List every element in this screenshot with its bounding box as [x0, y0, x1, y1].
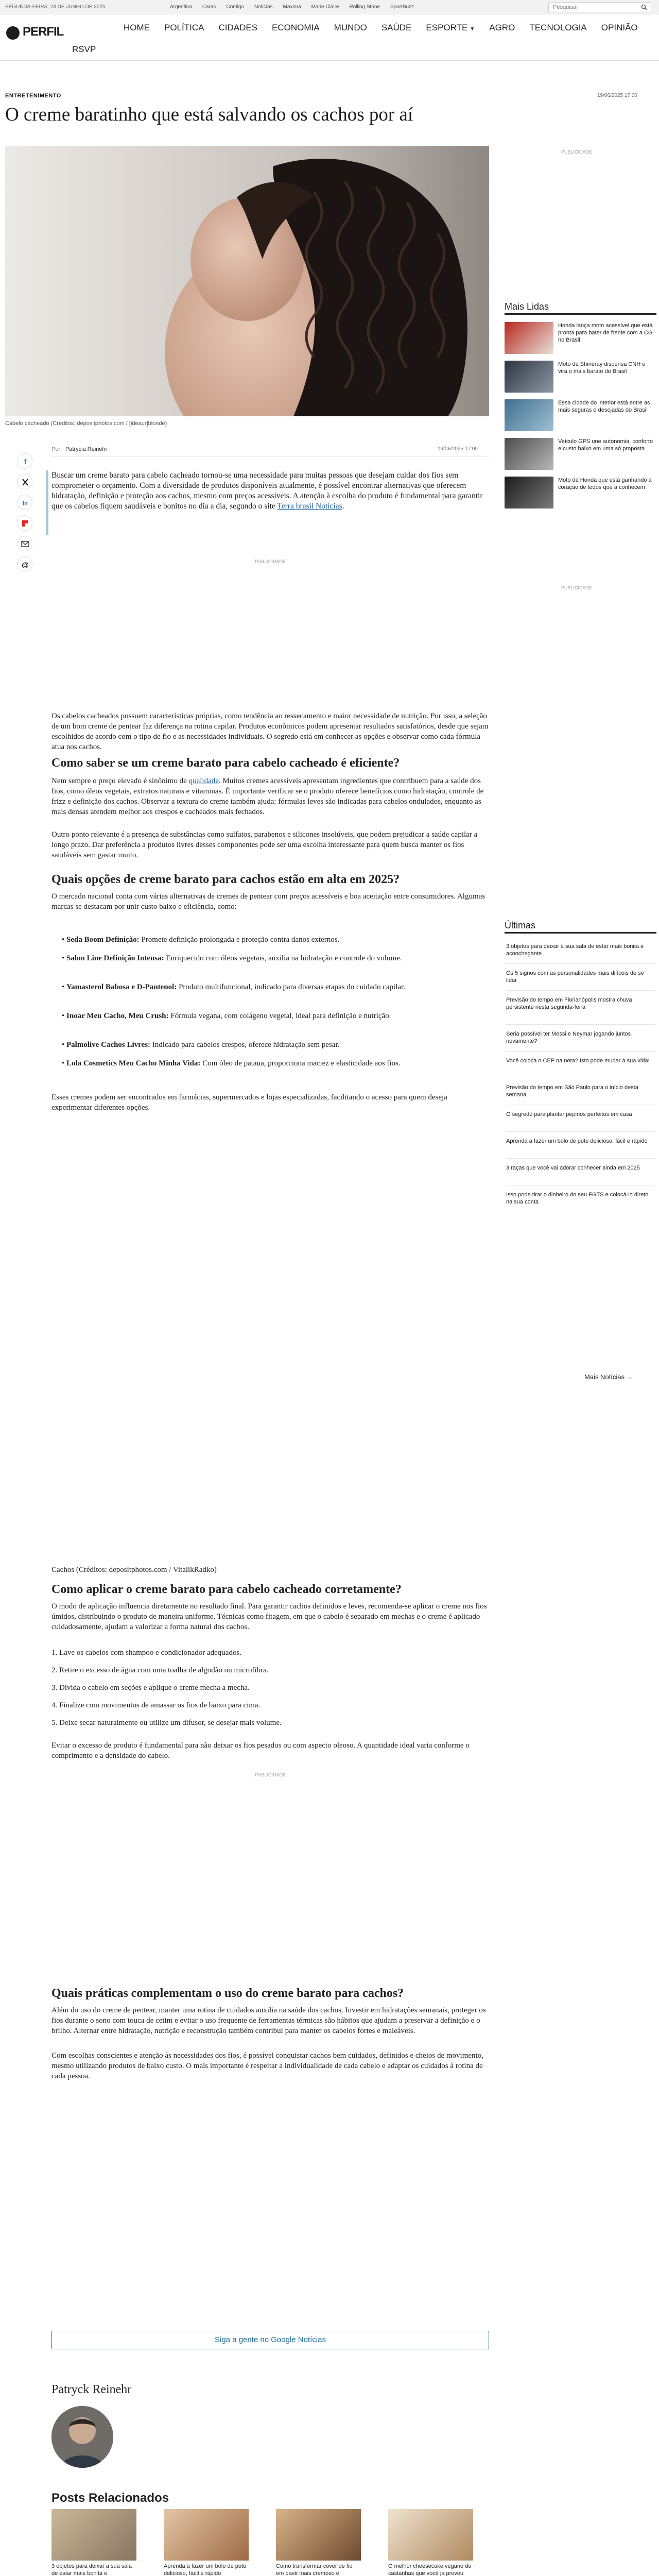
share-x-button[interactable]	[17, 474, 32, 489]
x-icon	[18, 474, 33, 490]
most-read-title: Essa cidade do interior está entre as mais seguras e desejadas do Brasil	[558, 400, 650, 413]
most-read-item[interactable]	[505, 477, 656, 514]
latest-news-item[interactable]: Previsão do tempo em Florianópolis mostra chuva persistente nesta segunda-feira	[506, 997, 632, 1010]
mais-lidas-title: Mais Lidas	[505, 301, 549, 312]
hero-photo-curly-hair	[5, 146, 489, 416]
product-name: Inoar Meu Cacho, Meu Crush:	[66, 1012, 169, 1020]
most-read-item[interactable]	[505, 438, 656, 475]
top-link-contigo[interactable]: Contigo	[226, 4, 244, 10]
step-item: 5. Deixe secar naturalmente ou utilize um difusor, se desejar mais volume.	[51, 1719, 282, 1727]
divider	[506, 1051, 655, 1052]
author-link[interactable]: Patrycia Reinehr	[65, 446, 108, 452]
most-read-item[interactable]	[505, 361, 656, 398]
top-link-rolling-stone[interactable]: Rolling Stone	[349, 4, 380, 10]
quality-link[interactable]: qualidade	[188, 777, 219, 785]
product-name: Salon Line Definição Intensa:	[66, 954, 164, 962]
nav-esporte-label: ESPORTE	[426, 23, 468, 32]
current-date: SEGUNDA-FEIRA, 23 DE JUNHO DE 2025	[5, 4, 106, 10]
body-paragraph: Além do uso do creme de pentear, manter uma rotina de cuidados auxilia na saúde dos cachos. Investir em hidratações semanais, proteger os fios durante o sono com touca de cetim e evitar o uso frequente de ferramentas térmicas são hábitos que ajudam a preservar a definição e o brilho. Alternar entre hidratação, nutrição e reconstrução também contribui para manter os cabelos fortes e maleáveis.	[51, 2006, 486, 2035]
nav-home[interactable]: HOME	[124, 23, 150, 32]
list-item: • Salon Line Definição Intensa: Enriquecido com óleos vegetais, auxilia na hidratação e controle do volume.	[62, 954, 402, 962]
related-post[interactable]	[164, 2509, 249, 2576]
body-paragraph	[51, 776, 489, 817]
ad-label: PUBLICIDADE	[561, 585, 593, 590]
related-post-image	[164, 2509, 249, 2561]
body-paragraph: O mercado nacional conta com várias alternativas de cremes de pentear com preços acessíveis e boa aceitação entre consumidores. Algumas marcas se destacam por unir custo baixo e eficiência, como:	[51, 892, 485, 911]
related-post-title: O melhor cheesecake vegano de castanhas que você já provou	[388, 2563, 472, 2576]
chevron-down-icon: ▼	[470, 26, 475, 32]
product-desc: Promete definição prolongada e proteção contra danos externos.	[139, 936, 340, 944]
body-paragraph: Com escolhas conscientes e atenção às necessidades dos fios, é possível conquistar cachos bem cuidados, definidos e cheios de movimento, mesmo utilizando produtos de baixo custo. O mais importante é respeitar a individualidade de cada cabelo e adaptar os cuidados à rotina de cada pessoa.	[51, 2052, 483, 2080]
latest-news-item[interactable]: 3 objetos para deixar a sua sala de estar mais bonita e aconchegante	[506, 943, 644, 957]
divider	[506, 1158, 655, 1159]
latest-news-item[interactable]: Os 5 signos com as personalidades mais difíceis de se lidar	[506, 970, 644, 984]
list-item: • Yamasterol Babosa e D-Pantenol: Produto multifuncional, indicado para diversas etapas do cuidado capilar.	[62, 983, 405, 991]
divider	[506, 963, 655, 964]
svg-text:in: in	[23, 501, 28, 507]
body-paragraph: Outro ponto relevante é a presença de substâncias como sulfatos, parabenos e silicones insolúveis, que podem prejudicar a saúde capilar a longo prazo. Dar preferência a produtos livres desses componentes pode ser uma escolha interessante para quem busca manter os fios saudáveis sem gastar muito.	[51, 831, 478, 859]
facebook-icon	[18, 454, 33, 469]
section-heading: Como aplicar o creme barato para cabelo cacheado corretamente?	[51, 1583, 402, 1596]
section-label[interactable]: ENTRETENIMENTO	[5, 93, 61, 99]
most-read-thumbnail	[505, 399, 553, 431]
nav-rsvp[interactable]: RSVP	[72, 44, 96, 54]
most-read-thumbnail	[505, 361, 553, 393]
body-paragraph: Os cabelos cacheados possuem características próprias, como tendência ao ressecamento e maior necessidade de nutrição. Por isso, a seleção de um bom creme de pentear faz diferença na rotina capilar. Produtos econômicos podem apresentar resultados satisfatórios, desde que sejam escolhidos de acordo com o tipo de fio e as necessidades individuais. O segredo está em conhecer as opções e observar como cada fórmula atua nos cachos.	[51, 712, 489, 751]
source-link[interactable]: Terra brasil Notícias	[277, 502, 342, 511]
latest-news-item[interactable]: 3 raças que você vai adorar conhecer ainda em 2025	[506, 1165, 640, 1171]
logo-mark-icon	[6, 26, 20, 40]
nav-opiniao[interactable]: OPINIÃO	[601, 23, 638, 32]
product-desc: Fórmula vegana, com colágeno vegetal, ideal para definição e nutrição.	[168, 1012, 391, 1020]
lead-text: Buscar um creme barato para cabelo cacheado tornou-se uma necessidade para muitas pessoas que desejam cuidar dos fios sem comprometer o orçamento. Com a diversidade de produtos disponíveis atualmente, é possível encontrar alternativas que oferecem hidratação, definição e proteção aos cachos, mesmo com preços acessíveis. A atenção à escolha do produto é fundamental para garantir que os cabelos fiquem saudáveis e bonitos no dia a dia, segundo o site	[51, 471, 483, 511]
flipboard-icon	[18, 516, 33, 531]
related-post[interactable]	[276, 2509, 361, 2576]
share-flipboard-button[interactable]	[17, 515, 32, 531]
top-link-sportbuzz[interactable]: SportBuzz	[390, 4, 414, 10]
search-input[interactable]	[548, 2, 651, 12]
publish-date-top: 19/06/2025 17:00	[597, 93, 637, 98]
publish-date: 19/06/2025 17:00	[438, 446, 478, 452]
paragraph-text: . Muitos cremes acessíveis apresentam ingredientes que contribuem para a saúde dos fios, como óleos vegetais, extratos naturais e vitaminas. É importante verificar se o produto oferece benefícios como hidratação, controle de frizz e definição dos cachos. Observar a textura do creme também ajuda: fórmulas leves são indicadas para cabelos ondulados, enquanto as mais densas atendem melhor aos crespos e cacheados mais fechados.	[51, 777, 484, 816]
related-post[interactable]	[388, 2509, 473, 2576]
nav-mundo[interactable]: MUNDO	[334, 23, 367, 32]
top-link-maxima[interactable]: Maxima	[283, 4, 301, 10]
hero-image	[5, 146, 489, 416]
nav-politica[interactable]: POLÍTICA	[164, 23, 204, 32]
share-facebook-button[interactable]	[17, 453, 32, 469]
most-read-item[interactable]	[505, 399, 656, 436]
share-threads-button[interactable]	[17, 556, 32, 572]
nav-economia[interactable]: ECONOMIA	[272, 23, 320, 32]
logo-text: PERFIL	[23, 25, 64, 39]
author-box-name[interactable]: Patryck Reinehr	[51, 2383, 132, 2396]
latest-news-item[interactable]: Você coloca o CEP na nota? Isto pode mudar a sua vida!	[506, 1058, 650, 1064]
most-read-thumbnail	[505, 477, 553, 509]
body-paragraph: Evitar o excesso de produto é fundamental para não deixar os fios pesados ou com aspecto oleoso. A quantidade ideal varia conforme o comprimento e a densidade do cabelo.	[51, 1741, 470, 1760]
body-paragraph: Esses cremes podem ser encontrados em farmácias, supermercados e lojas especializadas, facilitando o acesso para quem deseja experimentar diferentes opções.	[51, 1093, 447, 1112]
section-heading: Quais opções de creme barato para cachos estão em alta em 2025?	[51, 873, 400, 886]
most-read-title: Moto da Honda que está ganhando a coração de todos que a conhecem	[558, 477, 652, 490]
latest-news-item[interactable]: Seria possível ter Messi e Neymar jogando juntos novamente?	[506, 1031, 631, 1044]
latest-news-item[interactable]: Isso pode tirar o dinheiro do seu FGTS e colocá-lo direto na sua conta	[506, 1192, 649, 1205]
linkedin-icon	[18, 495, 33, 511]
search-icon[interactable]	[641, 4, 647, 10]
related-post-title: 3 objetos para deixar a sua sala de estar mais bonita e	[51, 2563, 132, 2576]
most-read-title: Moto da Shineray dispensa CNH e vira o mais barato do Brasil	[558, 361, 646, 375]
mais-noticias-link[interactable]	[584, 1373, 633, 1381]
share-linkedin-button[interactable]	[17, 495, 32, 510]
top-link-noticias[interactable]: Noticias	[254, 4, 273, 10]
email-icon	[18, 536, 33, 552]
svg-text:f: f	[24, 457, 27, 466]
related-posts-title: Posts Relacionados	[51, 2491, 169, 2505]
lead-accent-bar	[46, 470, 48, 535]
list-item: • Inoar Meu Cacho, Meu Crush: Fórmula vegana, com colágeno vegetal, ideal para definição e nutrição.	[62, 1012, 391, 1020]
product-desc: Com óleo de pataua, proporciona maciez e elasticidade aos fios.	[200, 1059, 401, 1067]
product-name: Yamasterol Babosa e D-Pantenol:	[66, 983, 177, 991]
product-name: Lola Cosmetics Meu Cacho Minha Vida:	[66, 1059, 201, 1067]
list-item: • Lola Cosmetics Meu Cacho Minha Vida: Com óleo de pataua, proporciona maciez e elasticidade aos fios.	[62, 1059, 401, 1067]
mais-noticias-label: Mais Notícias	[584, 1373, 625, 1381]
nav-saude[interactable]: SAÚDE	[381, 23, 412, 32]
most-read-item[interactable]	[505, 322, 656, 359]
top-bar	[0, 0, 659, 14]
related-post-image	[388, 2509, 473, 2561]
section-heading: Quais práticas complementam o uso do creme barato para cachos?	[51, 1987, 404, 2000]
image-caption: Cachos (Créditos: depositphotos.com / VitalikRadko)	[51, 1566, 217, 1574]
ad-label: PUBLICIDADE	[254, 1772, 286, 1777]
top-link-argentina[interactable]: Argentina	[170, 4, 192, 10]
arrow-right-icon: →	[626, 1373, 633, 1381]
paragraph-text: Nem sempre o preço elevado é sinônimo de	[51, 777, 187, 785]
top-link-marie-claire[interactable]: Marie Claire	[311, 4, 339, 10]
section-divider	[505, 932, 656, 934]
latest-news-item[interactable]: Aprenda a fazer um bolo de pote delicioso, fácil e rápido	[506, 1138, 648, 1144]
product-name: Palmolive Cachos Livres:	[66, 1041, 151, 1049]
latest-news-item[interactable]: Previsão do tempo em São Paulo para o início desta semana	[506, 1084, 638, 1098]
top-links	[170, 4, 414, 10]
top-link-caras[interactable]: Caras	[202, 4, 216, 10]
step-item: 1. Lave os cabelos com shampoo e condicionador adequados.	[51, 1649, 242, 1657]
follow-google-news-button[interactable]: Siga a gente no Google Notícias	[51, 2331, 489, 2349]
body-paragraph: O modo de aplicação influencia diretamente no resultado final. Para garantir cachos definidos e leves, recomenda-se aplicar o creme nos fios úmidos, distribuindo o produto de maneira uniforme. Técnicas como fitagem, em que o cabelo é separado em mechas e o creme é aplicado cuidadosamente, ajudam a valorizar a forma natural dos cachos.	[51, 1602, 487, 1631]
author-avatar[interactable]	[51, 2406, 113, 2468]
share-email-button[interactable]	[17, 536, 32, 551]
product-desc: Indicado para cabelos crespos, oferece hidratação sem pesar.	[150, 1041, 340, 1049]
most-read-thumbnail	[505, 322, 553, 354]
product-name: Seda Boom Definição:	[66, 936, 140, 944]
ultimas-title: Últimas	[505, 920, 536, 930]
divider	[506, 990, 655, 991]
svg-text:@: @	[22, 561, 29, 569]
nav-tecnologia[interactable]: TECNOLOGIA	[529, 23, 587, 32]
related-post[interactable]	[51, 2509, 136, 2576]
related-post-image	[276, 2509, 361, 2561]
related-post-image	[51, 2509, 136, 2561]
product-desc: Enriquecido com óleos vegetais, auxilia na hidratação e controle do volume.	[164, 954, 402, 962]
nav-esporte[interactable]	[426, 23, 475, 33]
step-item: 4. Finalize com movimentos de amassar os fios de baixo para cima.	[51, 1701, 261, 1709]
divider	[506, 1131, 655, 1132]
page-title: O creme baratinho que está salvando os cachos por aí	[5, 104, 413, 125]
ad-label: PUBLICIDADE	[561, 149, 593, 155]
related-post-title: Como transformar cover de fio em pavê mais cremoso e	[276, 2563, 353, 2576]
nav-cidades[interactable]: CIDADES	[218, 23, 258, 32]
related-post-title: Aprenda a fazer um bolo de pote delicioso, fácil e rápido	[164, 2563, 247, 2576]
avatar-image	[51, 2406, 113, 2468]
site-logo[interactable]	[6, 25, 64, 40]
section-divider	[505, 313, 656, 315]
list-item: • Seda Boom Definição: Promete definição prolongada e proteção contra danos externos.	[62, 936, 340, 944]
threads-icon	[18, 557, 33, 572]
step-item: 2. Retire o excesso de água com uma toalha de algodão ou microfibra.	[51, 1666, 269, 1674]
most-read-title: Honda lança moto acessível que está pronta para bater de frente com a CG no Brasil	[558, 323, 653, 343]
author-prefix: Por	[51, 446, 61, 452]
site-header	[0, 14, 659, 61]
most-read-title: Veículo GPS une autonomia, conforto e custo baixo em uma só proposta	[558, 438, 653, 452]
divider	[506, 1024, 655, 1025]
most-read-thumbnail	[505, 438, 553, 470]
ad-label: PUBLICIDADE	[254, 559, 286, 564]
article-lead: Buscar um creme barato para cabelo cacheado tornou-se uma necessidade para muitas pessoas que desejam cuidar dos fios sem comprometer o orçamento. Com a diversidade de produtos disponíveis atualmente, é possível encontrar alternativas que oferecem hidratação, definição e proteção aos cachos, mesmo com preços acessíveis. A atenção à escolha do produto é fundamental para garantir que os cabelos fiquem saudáveis e bonitos no dia a dia, segundo o site Terra brasil Notícias.	[51, 471, 483, 511]
section-heading: Como saber se um creme barato para cabelo cacheado é eficiente?	[51, 756, 400, 770]
nav-agro[interactable]: AGRO	[489, 23, 515, 32]
hero-caption: Cabelo cacheado (Créditos: depositphotos.com / [ideaur]blonde)	[5, 420, 167, 427]
latest-news-item[interactable]: O segredo para plantar pepinos perfeitos em casa	[506, 1111, 632, 1117]
list-item: • Palmolive Cachos Livres: Indicado para cabelos crespos, oferece hidratação sem pesar.	[62, 1041, 340, 1049]
main-nav	[124, 23, 638, 33]
product-desc: Produto multifuncional, indicado para diversas etapas do cuidado capilar.	[177, 983, 405, 991]
step-item: 3. Divida o cabelo em seções e aplique o creme mecha a mecha.	[51, 1684, 250, 1692]
